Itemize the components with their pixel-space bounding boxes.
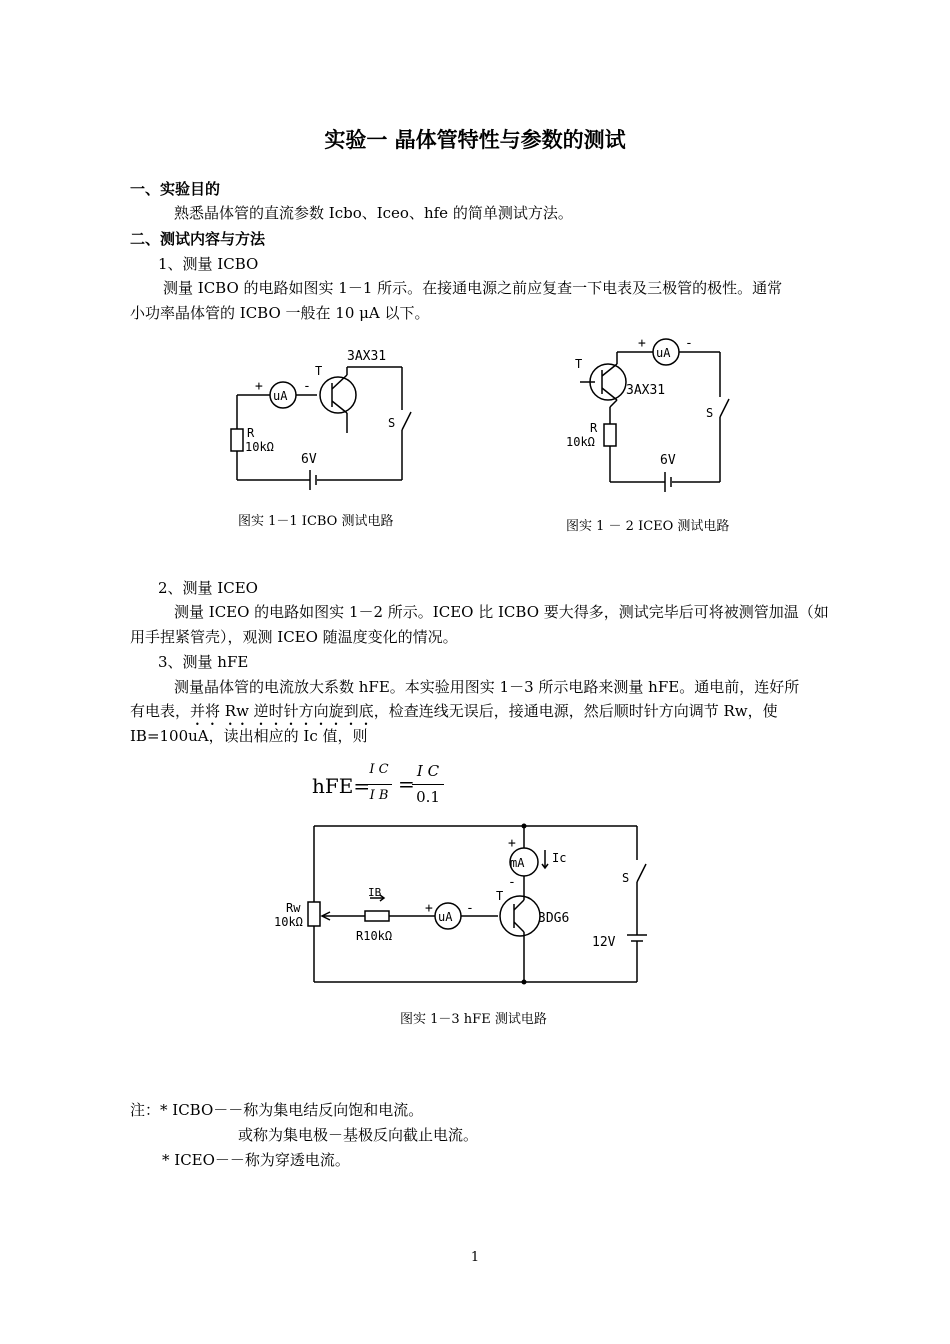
page-number: 1 <box>470 1250 480 1265</box>
item1-title: 1、测量 ICBO <box>158 255 259 273</box>
item1-line1: 测量 ICBO 的电路如图实 1－1 所示。在接通电源之前应复查一下电表及三极管的极性。通常 <box>163 279 783 297</box>
fig3-ua-label: uA <box>438 910 453 924</box>
formula-den1: I B <box>369 788 389 803</box>
fig1-minus: - <box>303 379 311 394</box>
fig3-ib-label: IB <box>368 886 382 899</box>
fig2-r-label: R <box>590 421 598 435</box>
item1-line2: 小功率晶体管的 ICBO 一般在 10 μA 以下。 <box>130 304 430 322</box>
fig2-minus: - <box>685 336 693 351</box>
fig1-t-label: T <box>315 364 323 378</box>
fig3-switch-label: S <box>622 871 630 885</box>
item3-line1: 测量晶体管的电流放大系数 hFE。本实验用图实 1－3 所示电路来测量 hFE。通电前，连好所 <box>174 678 800 696</box>
junction-dot-top <box>522 824 527 829</box>
formula-lhs: hFE= <box>312 774 371 798</box>
fig3-rw-label: Rw <box>286 901 301 915</box>
figure-caption-1: 图实 1－1 ICBO 测试电路 <box>238 514 394 529</box>
formula-eq: = <box>398 772 415 796</box>
formula-num2: I C <box>416 762 440 780</box>
figure-iceo-circuit <box>560 332 745 497</box>
fig2-plus: + <box>638 336 646 351</box>
section-heading-purpose: 一、实验目的 <box>130 180 221 198</box>
figure-caption-2: 图实 1 － 2 ICEO 测试电路 <box>566 519 730 534</box>
fig1-voltage: 6V <box>301 452 317 467</box>
note-line-3: * ICEO－－称为穿透电流。 <box>162 1151 350 1169</box>
item2-title: 2、测量 ICEO <box>158 579 258 597</box>
item3-line3: IB=100uA，读出相应的 Ic 值，则 <box>130 727 368 745</box>
fig2-voltage: 6V <box>660 453 676 468</box>
fig3-minus-ua: - <box>466 901 474 916</box>
item3-line2-c: ，检查连线无误后，接通电源，然后顺时针方向调节 Rw，使 <box>373 702 778 720</box>
fig3-plus-ma: + <box>508 836 516 851</box>
fig3-transistor-label: 3DG6 <box>538 911 570 926</box>
fraction-bar-2 <box>412 784 444 785</box>
fig2-switch-label: S <box>706 406 714 420</box>
purpose-text: 熟悉晶体管的直流参数 Icbo、Iceo、hfe 的简单测试方法。 <box>174 204 573 222</box>
fig2-transistor-label: 3AX31 <box>626 383 666 398</box>
section-heading-methods: 二、测试内容与方法 <box>130 230 266 248</box>
figure-hfe-circuit <box>270 820 650 990</box>
fig3-r-label: R10kΩ <box>356 929 393 943</box>
fig3-ma-label: mA <box>510 856 525 870</box>
junction-dot-bottom <box>522 980 527 985</box>
item2-line2: 用手捏紧管壳），观测 ICEO 随温度变化的情况。 <box>130 628 458 646</box>
fig3-t-label: T <box>496 889 504 903</box>
fig3-ic-label: Ic <box>552 851 567 865</box>
fig2-t-label: T <box>575 357 583 371</box>
fig3-plus-ua: + <box>425 901 433 916</box>
fig1-switch-label: S <box>388 416 396 430</box>
note-line-1: 注：* ICBO－－称为集电结反向饱和电流。 <box>130 1101 424 1119</box>
formula-den2: 0.1 <box>416 788 440 806</box>
item3-title: 3、测量 hFE <box>158 653 249 671</box>
fig3-rw-value: 10kΩ <box>274 915 303 929</box>
figure-caption-3: 图实 1－3 hFE 测试电路 <box>400 1012 547 1027</box>
fig2-r-value: 10kΩ <box>566 435 595 449</box>
fig1-r-value: 10kΩ <box>245 440 274 454</box>
item3-line2-a: 有电表， <box>130 702 191 720</box>
fig3-minus-ma: - <box>508 875 516 890</box>
figure-icbo-circuit <box>225 345 425 495</box>
note-line-2: 或称为集电极－基极反向截止电流。 <box>238 1126 479 1144</box>
fig1-r-label: R <box>247 426 255 440</box>
fig2-meter-label: uA <box>656 346 671 360</box>
page-title: 实验一 晶体管特性与参数的测试 <box>324 128 626 152</box>
item3-line2-emphasis: 并将 Rw 逆时针方向旋到底 <box>190 702 374 720</box>
fig3-voltage: 12V <box>592 935 616 950</box>
fig1-plus: + <box>255 379 263 394</box>
formula-num1: I C <box>369 762 389 777</box>
fig1-transistor-label: 3AX31 <box>347 349 387 364</box>
fraction-bar-1 <box>366 784 392 785</box>
item2-line1: 测量 ICEO 的电路如图实 1－2 所示。ICEO 比 ICBO 要大得多，测试完毕后可将被测管加温（如 <box>174 603 829 621</box>
fig1-meter-label: uA <box>273 389 288 403</box>
